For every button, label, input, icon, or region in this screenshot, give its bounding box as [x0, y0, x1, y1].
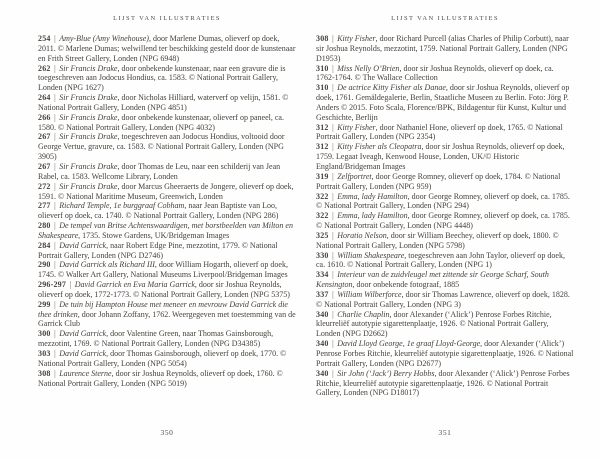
entry-page-ref: 280: [38, 221, 51, 231]
entry-page-ref: 325: [316, 230, 329, 240]
entry-artwork-title: Kitty Fisher: [337, 34, 376, 43]
illustration-entry: [38, 182, 296, 202]
entry-credit-text: , door sir Joshua Reynolds, olieverf op doek, 1772-1773. © National Portrait Gallery, Londen (NPG 5375): [38, 280, 290, 299]
illustration-entry: [38, 201, 296, 221]
entry-separator: |: [52, 349, 58, 358]
entry-credit-text: , door Alexander (‘Alick’) Penrose Forbes Ritchie, kleurreliëf autotypie sigarettenplaatje, 1926. © National Portrait Gallery, Londen (NPG D2662): [316, 309, 552, 339]
entry-artwork-title: Charlie Chaplin: [337, 309, 390, 319]
page-right: [300, 0, 600, 460]
entry-credit-text: , door onbekende fotograaf, 1885: [352, 280, 460, 290]
entry-separator: |: [52, 132, 58, 142]
entry-artwork-title: Miss Nelly O’Brien: [337, 63, 400, 73]
entry-page-ref: 334: [316, 270, 329, 280]
entry-separator: |: [330, 171, 336, 181]
entry-page-ref: 340: [316, 368, 329, 378]
running-title-left: LIJST VAN ILLUSTRATIES: [113, 15, 221, 22]
illustration-entry: [38, 329, 296, 349]
entry-credit-text: , toegeschreven aan John Taylor, olieverf op doek, ca. 1610. © National Portrait Gallery, Londen (NPG 1): [316, 250, 565, 270]
entry-credit-text: , door onbekende kunstenaar, naar een gravure die is toegeschreven aan Jodocus Hondius, ca. 1583. © National Portrait Gallery, Londen (NPG 1627): [38, 63, 286, 93]
entry-page-ref: 319: [316, 171, 329, 181]
entry-page-ref: 340: [316, 339, 329, 349]
entry-credit-text: , door Nathaniel Hone, olieverf op doek, 1765. © National Portrait Gallery, Londen (NPG 2354): [316, 122, 563, 142]
entry-artwork-title: Emma, lady Hamilton: [337, 191, 408, 201]
entry-artwork-title: Laurence Sterne: [59, 368, 112, 378]
entry-separator: |: [330, 142, 336, 152]
entry-artwork-title: De tuin bij Hampton House met meneer en mevrouw David Garrick die thee drinken: [38, 299, 288, 319]
entry-page-ref: 330: [316, 250, 329, 260]
illustration-entry: [316, 172, 574, 192]
entry-credit-text: , 1735. Stowe Gardens, UK/Bridgeman Images: [78, 230, 230, 240]
entry-separator: |: [52, 112, 58, 122]
running-title-right: LIJST VAN ILLUSTRATIES: [391, 15, 499, 22]
entry-credit-text: , door sir Joshua Reynolds, olieverf op doek, ca. 1762-1764. © The Wallace Collection: [316, 63, 554, 83]
entry-separator: |: [330, 368, 336, 378]
entry-credit-text: , door Thomas de Leu, naar een schilderij van Jean Rabel, ca. 1583. Wellcome Library, Londen: [38, 161, 281, 181]
entry-page-ref: 310: [316, 83, 329, 93]
entry-credit-text: , naar Robert Edge Pine, mezzotint, 1779. © National Portrait Gallery, Londen (NPG D2746): [38, 240, 278, 260]
entry-credit-text: , door Alexander (‘Alick’) Penrose Forbes Ritchie, kleurreliëf autotypie sigarettenplaatje, 1926. © National Portrait Gallery, Londen (NPG D18017): [316, 368, 570, 398]
entry-credit-text: , toegeschreven aan Jodocus Hondius, voltooid door George Vertue, gravure, ca. 1583. © National Portrait Gallery, Londen (NPG 3905): [38, 132, 285, 162]
entry-artwork-title: Amy-Blue (Amy Winehouse): [59, 34, 149, 43]
entry-separator: |: [52, 329, 58, 339]
entry-separator: |: [52, 34, 58, 43]
entry-separator: |: [52, 299, 58, 309]
illustration-entry: [316, 211, 574, 231]
entry-page-ref: 337: [316, 289, 329, 299]
entry-page-ref: 308: [38, 368, 51, 378]
entry-separator: |: [330, 289, 336, 299]
page-number-left: 350: [160, 428, 174, 437]
entry-credit-text: , door onbekende kunstenaar, olieverf op paneel, ca. 1580. © National Portrait Gallery, Londen (NPG 4032): [38, 112, 284, 132]
entry-artwork-title: Interieur van de zuidvleugel met zittende sir George Scharf, South Kensington: [316, 270, 549, 290]
illustration-entry: [316, 83, 574, 122]
entry-page-ref: 312: [316, 142, 329, 152]
entry-separator: |: [330, 34, 336, 43]
illustration-entry: [38, 369, 296, 389]
entry-page-ref: 322: [316, 211, 329, 221]
entry-page-ref: 266: [38, 112, 51, 122]
entry-credit-text: , door Richard Purcell (alias Charles of Philip Corbutt), naar sir Joshua Reynolds, mezzotint, 1759. National Portrait Gallery, Londen (NPG D1953): [316, 34, 569, 63]
entry-page-ref: 303: [38, 349, 51, 358]
illustration-entry: [316, 192, 574, 212]
entry-page-ref: 272: [38, 181, 51, 191]
entry-credit-text: , door Johann Zoffany, 1762. Weergegeven met toestemming van de Garrick Club: [38, 309, 296, 329]
entry-page-ref: 340: [316, 309, 329, 319]
entry-separator: |: [330, 250, 336, 260]
entry-credit-text: , door sir Joshua Reynolds, olieverf op doek, 1761. Gemäldegalerie, Berlin, Staatliche Museen zu Berlin. Foto: Jörg P. Anders © 2015. Foto Scala, Florence/BPK, Bildagentur für Kunst, Kultur und Geschichte, Berlijn: [316, 83, 570, 122]
illustration-entry: [316, 64, 574, 84]
entry-artwork-title: De actrice Kitty Fisher als Danae: [337, 83, 446, 93]
entry-artwork-title: William Wilberforce: [337, 289, 402, 299]
illustration-entry: [38, 300, 296, 330]
entry-page-ref: 267: [38, 132, 51, 142]
entry-artwork-title: Sir Francis Drake: [59, 181, 118, 191]
entry-separator: |: [52, 181, 58, 191]
entry-artwork-title: David Garrick en Eva Maria Garrick: [74, 280, 195, 290]
illustration-entry: [316, 123, 574, 143]
entry-artwork-title: Zelfportret: [337, 171, 372, 181]
entry-credit-text: , door William Hogarth, olieverf op doek, 1745. © Walker Art Gallery, National Museums Liverpool/Bridgeman Images: [38, 260, 288, 280]
entry-separator: |: [330, 270, 336, 280]
entry-separator: |: [330, 122, 336, 132]
entry-page-ref: 312: [316, 122, 329, 132]
entry-artwork-title: De tempel van Britse Achtenswaardigen, met borstbeelden van Milton en Shakespeare: [38, 221, 293, 240]
entry-credit-text: , door George Romney, olieverf op doek, ca. 1785. © National Portrait Gallery, Londen (NPG 294): [316, 191, 570, 211]
entry-artwork-title: Sir Francis Drake: [59, 112, 118, 122]
entry-artwork-title: Richard Temple, 1e burggraaf Cobham: [59, 201, 185, 211]
entry-credit-text: , naar Jean Baptiste van Loo, olieverf op doek, ca. 1740. © National Portrait Gallery, Londen (NPG 286): [38, 201, 279, 221]
entry-artwork-title: David Garrick: [59, 329, 107, 339]
illustration-list-right: [316, 34, 574, 398]
entry-page-ref: 264: [38, 93, 51, 103]
entry-separator: |: [52, 93, 58, 103]
illustration-list-left: [38, 34, 296, 388]
entry-separator: |: [330, 63, 336, 73]
illustration-entry: [38, 34, 296, 64]
entry-page-ref: 322: [316, 191, 329, 201]
entry-credit-text: , door Thomas Gainsborough, olieverf op doek, 1770. © National Portrait Gallery, Londen (NPG 5054): [38, 349, 287, 368]
entry-artwork-title: William Shakespeare: [337, 250, 405, 260]
entry-separator: |: [52, 63, 58, 73]
illustration-entry: [316, 142, 574, 172]
entry-separator: |: [330, 191, 336, 201]
entry-credit-text: , door sir Thomas Lawrence, olieverf op doek, 1828. © National Portrait Gallery, Londen (NPG 3): [316, 289, 570, 309]
entry-page-ref: 299: [38, 299, 51, 309]
illustration-entry: [38, 162, 296, 182]
entry-separator: |: [52, 240, 58, 250]
entry-separator: |: [67, 280, 74, 290]
entry-artwork-title: Emma, lady Hamilton: [337, 211, 408, 221]
illustration-entry: [38, 349, 296, 369]
illustration-entry: [316, 270, 574, 290]
entry-credit-text: , door Marlene Dumas, olieverf op doek, 2011. © Marlene Dumas; welwillend ter beschikking gesteld door de kunstenaar en Frith Street Gallery, Londen (NPG 6948): [38, 34, 296, 63]
entry-separator: |: [330, 309, 336, 319]
illustration-entry: [316, 310, 574, 340]
illustration-entry: [38, 241, 296, 261]
entry-credit-text: , door sir Joshua Reynolds, olieverf op doek, 1760. © National Portrait Gallery, Londen (NPG 5019): [38, 368, 283, 388]
illustration-entry: [38, 113, 296, 133]
entry-separator: |: [52, 221, 58, 231]
entry-page-ref: 284: [38, 240, 51, 250]
illustration-entry: [38, 280, 296, 300]
entry-page-ref: 296-297: [38, 280, 67, 290]
entry-artwork-title: Sir Francis Drake: [59, 63, 118, 73]
entry-separator: |: [52, 260, 58, 270]
entry-artwork-title: David Garrick als Richard III: [59, 260, 155, 270]
entry-page-ref: 277: [38, 201, 51, 211]
entry-credit-text: , door George Romney, olieverf op doek, 1784. © National Portrait Gallery, Londen (NPG 959): [316, 171, 561, 191]
entry-artwork-title: Sir Francis Drake: [59, 161, 118, 171]
entry-credit-text: , door Valentine Green, naar Thomas Gainsborough, mezzotint, 1769. © National Portrait Gallery, Londen (NPG D34385): [38, 329, 274, 349]
entry-credit-text: , door George Romney, olieverf op doek, ca. 1785. © National Portrait Gallery, Londen (NPG 4448): [316, 211, 570, 231]
illustration-entry: [38, 132, 296, 162]
entry-separator: |: [330, 230, 336, 240]
entry-separator: |: [52, 161, 58, 171]
entry-page-ref: 254: [38, 34, 51, 43]
illustration-entry: [316, 251, 574, 271]
entry-artwork-title: David Garrick: [59, 240, 107, 250]
entry-page-ref: 290: [38, 260, 51, 270]
entry-artwork-title: Kitty Fisher: [337, 122, 376, 132]
illustration-entry: [316, 34, 574, 64]
illustration-entry: [316, 369, 574, 399]
page-number-right: 351: [438, 428, 452, 437]
entry-separator: |: [52, 201, 58, 211]
entry-page-ref: 310: [316, 63, 329, 73]
illustration-entry: [38, 93, 296, 113]
entry-separator: |: [52, 368, 58, 378]
illustration-entry: [316, 231, 574, 251]
entry-credit-text: , door Alexander (‘Alick’) Penrose Forbes Ritchie, kleurreliëf autotypie sigarettenplaatje, 1926. © National Portrait Gallery, Londen (NPG D2677): [316, 339, 574, 368]
illustration-entry: [316, 339, 574, 369]
entry-separator: |: [330, 211, 336, 221]
entry-page-ref: 267: [38, 161, 51, 171]
entry-artwork-title: Kitty Fisher als Cleopatra: [337, 142, 422, 152]
entry-artwork-title: Sir Francis Drake: [59, 93, 118, 103]
entry-page-ref: 300: [38, 329, 51, 339]
entry-separator: |: [330, 83, 336, 93]
entry-page-ref: 308: [316, 34, 329, 43]
illustration-entry: [38, 64, 296, 94]
entry-artwork-title: Sir John (‘Jack’) Berry Hobbs: [337, 368, 435, 378]
entry-artwork-title: Sir Francis Drake: [59, 132, 118, 142]
entry-page-ref: 262: [38, 63, 51, 73]
illustration-entry: [38, 221, 296, 241]
entry-artwork-title: Horatio Nelson: [337, 230, 387, 240]
entry-credit-text: , door sir William Beechey, olieverf op doek, 1800. © National Portrait Gallery, Londen (NPG 5798): [316, 230, 559, 250]
entry-credit-text: , door Marcus Gheeraerts de Jongere, olieverf op doek, 1591. © National Maritime Museum, Greenwich, Londen: [38, 181, 294, 201]
entry-artwork-title: David Lloyd George, 1e graaf Lloyd-George: [337, 339, 481, 349]
entry-credit-text: , door Nicholas Hilliard, waterverf op velijn, 1581. © National Portrait Gallery, Londen (NPG 4851): [38, 93, 289, 112]
entry-credit-text: , door sir Joshua Reynolds, olieverf op doek, 1759. Legaat Iveagh, Kenwood House, Londen, UK/© Historic England/Bridgeman Images: [316, 142, 565, 171]
illustration-entry: [316, 290, 574, 310]
entry-artwork-title: David Garrick: [59, 349, 107, 358]
entry-separator: |: [330, 339, 336, 349]
illustration-entry: [38, 260, 296, 280]
